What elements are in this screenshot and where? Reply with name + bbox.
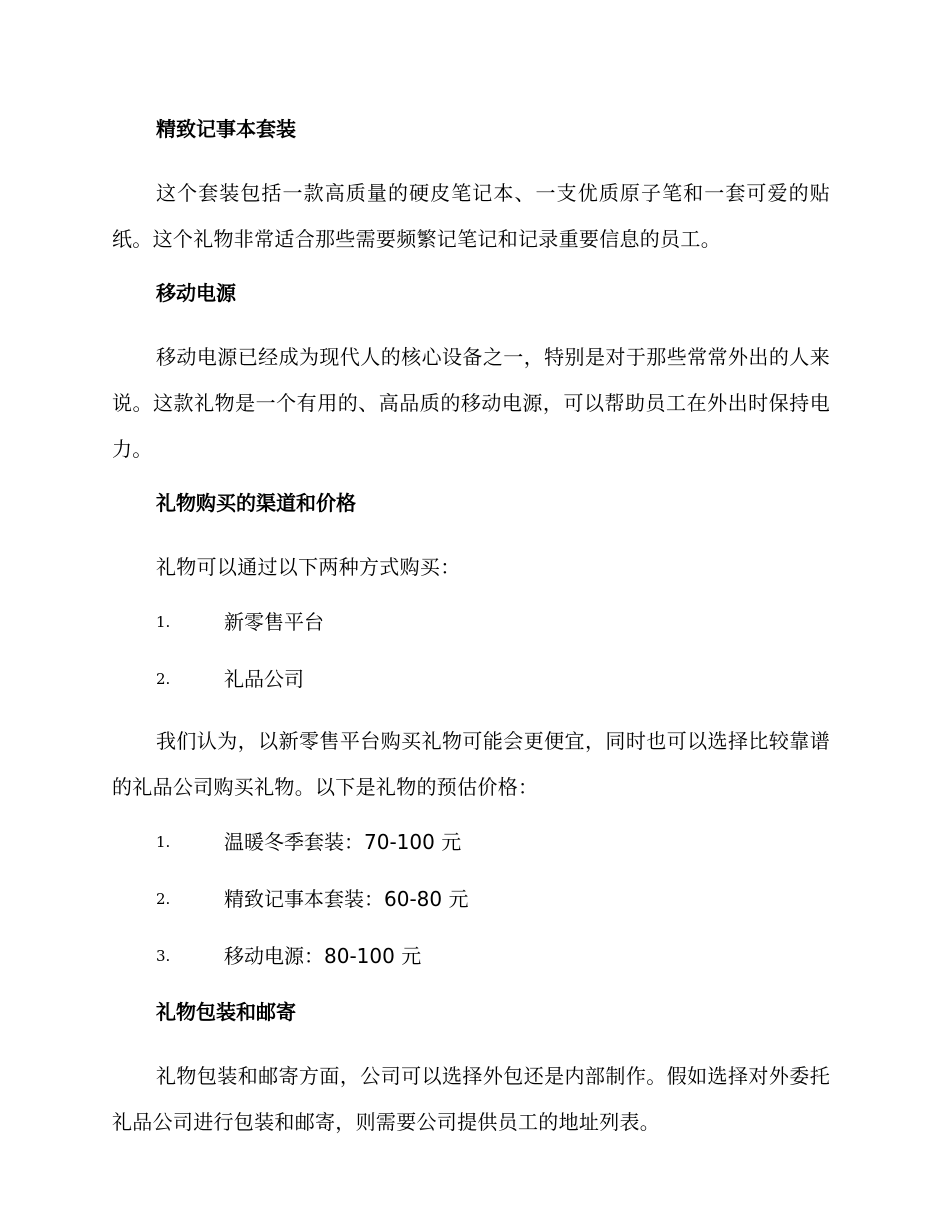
section-heading-purchase: 礼物购买的渠道和价格 [156,491,356,515]
paragraph-notebook: 这个套装包括一款高质量的硬皮笔记本、一支优质原子笔和一套可爱的贴纸。这个礼物非常适合那些需要频繁记笔记和记录重要信息的员工。 [112,181,830,251]
paragraph-packaging: 礼物包装和邮寄方面，公司可以选择外包还是内部制作。假如选择对外委托礼品公司进行包装和邮寄，则需要公司提供员工的地址列表。 [112,1064,830,1134]
section-heading-notebook: 精致记事本套装 [156,117,296,141]
list-number: 2. [156,890,171,908]
list-number: 1. [156,833,171,851]
list-item [112,604,830,640]
section-heading-power-bank: 移动电源 [156,281,236,305]
list-text: 新零售平台 [224,610,324,634]
list-item [112,938,830,974]
list-number: 2. [156,670,171,688]
paragraph-power-bank: 移动电源已经成为现代人的核心设备之一，特别是对于那些常常外出的人来说。这款礼物是一个有用的、高品质的移动电源，可以帮助员工在外出时保持电力。 [112,345,830,461]
list-text: 礼品公司 [224,667,304,691]
section-heading-packaging: 礼物包装和邮寄 [156,1000,296,1024]
paragraph-purchase-middle: 我们认为，以新零售平台购买礼物可能会更便宜，同时也可以选择比较靠谱的礼品公司购买礼物。以下是礼物的预估价格： [112,729,830,799]
list-number: 3. [156,947,171,965]
list-text: 精致记事本套装：60-80 元 [224,887,469,911]
list-number: 1. [156,613,171,631]
list-text: 移动电源：80-100 元 [224,944,422,968]
list-item [112,661,830,697]
list-item [112,824,830,860]
document-page [112,112,830,1159]
list-item [112,881,830,917]
paragraph-purchase-intro: 礼物可以通过以下两种方式购买： [156,555,461,579]
channel-list [112,604,830,697]
list-text: 温暖冬季套装：70-100 元 [224,830,462,854]
price-list [112,824,830,974]
